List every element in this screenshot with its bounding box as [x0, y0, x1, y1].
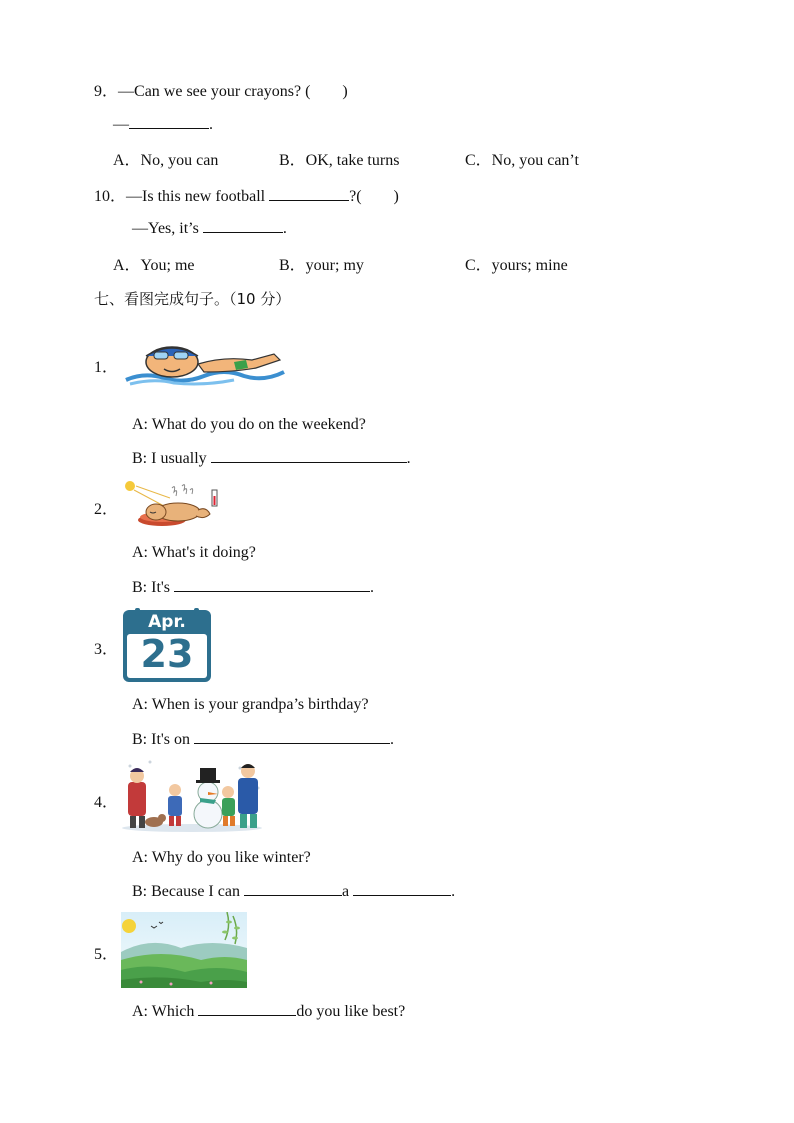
item-3-question: A: When is your grandpa’s birthday?: [132, 696, 369, 713]
answer-prefix: B: Because I can: [132, 883, 240, 900]
question-text: —Is this new football: [126, 188, 266, 205]
item-1-answer: [132, 448, 411, 468]
question-blank[interactable]: [198, 1001, 296, 1016]
item-number: 1．: [94, 359, 119, 376]
calendar-icon: [123, 608, 211, 682]
calendar-day: 23: [140, 632, 194, 676]
q9-option-a[interactable]: A．No, you can: [113, 152, 219, 169]
answer-blank[interactable]: [194, 729, 390, 744]
question-blank[interactable]: [269, 186, 349, 201]
answer-prefix: B: It's on: [132, 731, 190, 748]
answer-blank[interactable]: [129, 114, 209, 129]
q10-option-b[interactable]: B．your; my: [279, 257, 364, 274]
answer-mid: a: [341, 883, 350, 900]
item-2-answer: [132, 577, 374, 597]
sleeping-dog-icon: [124, 480, 220, 530]
answer-suffix: .: [406, 450, 411, 467]
answer-suffix: .: [209, 116, 213, 133]
item-2-question: A: What's it doing?: [132, 544, 256, 561]
spring-landscape-icon: [121, 912, 247, 988]
swimming-boy-icon: [124, 342, 286, 386]
item-4-answer: [132, 881, 455, 901]
section-heading: 七、看图完成句子。（10 分）: [94, 290, 291, 308]
calendar-month: Apr.: [148, 612, 186, 632]
answer-blank-1[interactable]: [244, 881, 342, 896]
q9-option-c[interactable]: C．No, you can’t: [465, 152, 579, 169]
answer-prefix: —Yes, it’s: [132, 220, 199, 237]
answer-suffix: .: [370, 579, 374, 596]
item-number: 4．: [94, 794, 119, 811]
q9-answer-line: [113, 114, 213, 134]
answer-prefix: B: I usually: [132, 450, 207, 467]
answer-suffix: .: [451, 883, 456, 900]
item-5-question: [132, 1001, 405, 1021]
answer-suffix: .: [282, 220, 287, 237]
question-10: [94, 183, 399, 206]
q10-option-c[interactable]: C．yours; mine: [465, 257, 568, 274]
item-number: 2．: [94, 501, 119, 518]
item-number: 3．: [94, 641, 119, 658]
question-prefix: A: Which: [132, 1003, 195, 1020]
answer-blank[interactable]: [211, 448, 407, 463]
answer-blank[interactable]: [174, 577, 370, 592]
q9-option-b[interactable]: B．OK, take turns: [279, 152, 400, 169]
question-end: ?( ): [349, 188, 399, 205]
question-number: 9．: [94, 83, 119, 100]
snowman-family-icon: [120, 758, 264, 832]
answer-blank[interactable]: [203, 218, 283, 233]
question-9: [94, 78, 348, 101]
answer-prefix: B: It's: [132, 579, 170, 596]
item-3-answer: [132, 729, 394, 749]
q10-option-a[interactable]: A．You; me: [113, 257, 195, 274]
answer-blank-2[interactable]: [353, 881, 451, 896]
item-4-question: A: Why do you like winter?: [132, 849, 311, 866]
question-suffix: do you like best?: [296, 1003, 406, 1020]
answer-suffix: .: [390, 731, 394, 748]
item-1-question: A: What do you do on the weekend?: [132, 416, 366, 433]
item-number: 5．: [94, 946, 119, 963]
q10-answer-line: [132, 218, 287, 238]
question-text: —Can we see your crayons? ( ): [118, 83, 348, 100]
answer-prefix: —: [113, 116, 129, 133]
question-number: 10．: [94, 188, 127, 205]
